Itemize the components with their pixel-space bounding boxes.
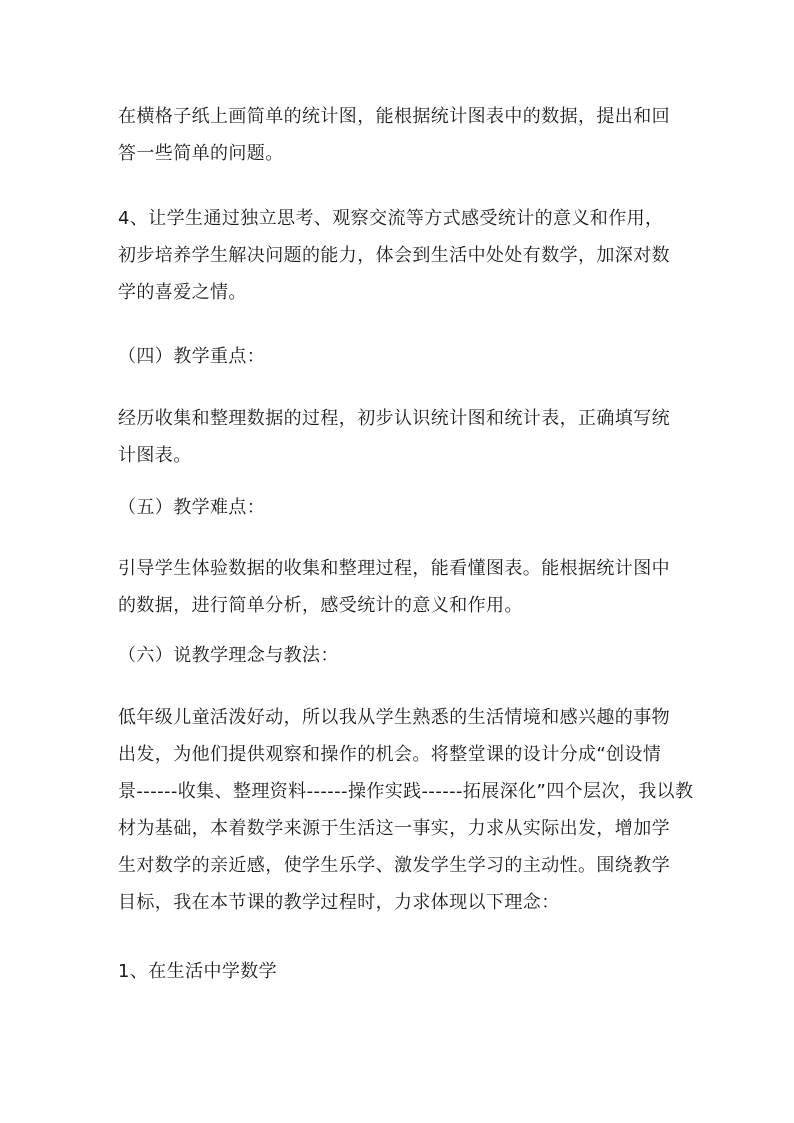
- text-line: 答一些简单的问题。: [118, 143, 284, 164]
- text-line: 引导学生体验数据的收集和整理过程，能看懂图表。能根据统计图中: [118, 558, 670, 579]
- text-line: 的数据，进行简单分析，感受统计的意义和作用。: [118, 595, 523, 616]
- text-line: 4、让学生通过独立思考、观察交流等方式感受统计的意义和作用，: [118, 208, 664, 229]
- text-line: 在横格子纸上画简单的统计图，能根据统计图表中的数据，提出和回: [118, 106, 670, 127]
- text-line: 初步培养学生解决问题的能力，体会到生活中处处有数学，加深对数: [118, 245, 670, 266]
- paragraph-philosophy: [118, 699, 693, 921]
- text-line: （六）说教学理念与教法：: [118, 645, 339, 666]
- text-line: 目标，我在本节课的教学过程时，力求体现以下理念：: [118, 892, 560, 913]
- text-line: （四）教学重点：: [118, 346, 266, 367]
- paragraph-objective-3-continued: [118, 98, 693, 172]
- text-line: 1、在生活中学数学: [118, 961, 278, 982]
- text-line: 计图表。: [118, 445, 192, 466]
- paragraph-objective-4: [118, 200, 693, 311]
- heading-teaching-philosophy: [118, 637, 693, 674]
- paragraph-difficulties: [118, 550, 693, 624]
- text-line: 低年级儿童活泼好动，所以我从学生熟悉的生活情境和感兴趣的事物: [118, 707, 670, 728]
- paragraph-key-points: [118, 400, 693, 474]
- heading-teaching-key-points: [118, 338, 693, 375]
- text-line: 出发，为他们提供观察和操作的机会。将整堂课的设计分成“创设情: [118, 744, 662, 765]
- heading-teaching-difficulties: [118, 489, 693, 526]
- heading-learn-math-in-life: [118, 953, 693, 990]
- text-line: 生对数学的亲近感，使学生乐学、激发学生学习的主动性。围绕教学: [118, 855, 670, 876]
- text-line: 材为基础，本着数学来源于生活这一事实，力求从实际出发，增加学: [118, 818, 670, 839]
- text-line: 学的喜爱之情。: [118, 282, 247, 303]
- text-line: 经历收集和整理数据的过程，初步认识统计图和统计表，正确填写统: [118, 408, 670, 429]
- text-line: （五）教学难点：: [118, 497, 266, 518]
- text-line: 景------收集、整理资料------操作实践------拓展深化”四个层次，我以教: [118, 781, 694, 802]
